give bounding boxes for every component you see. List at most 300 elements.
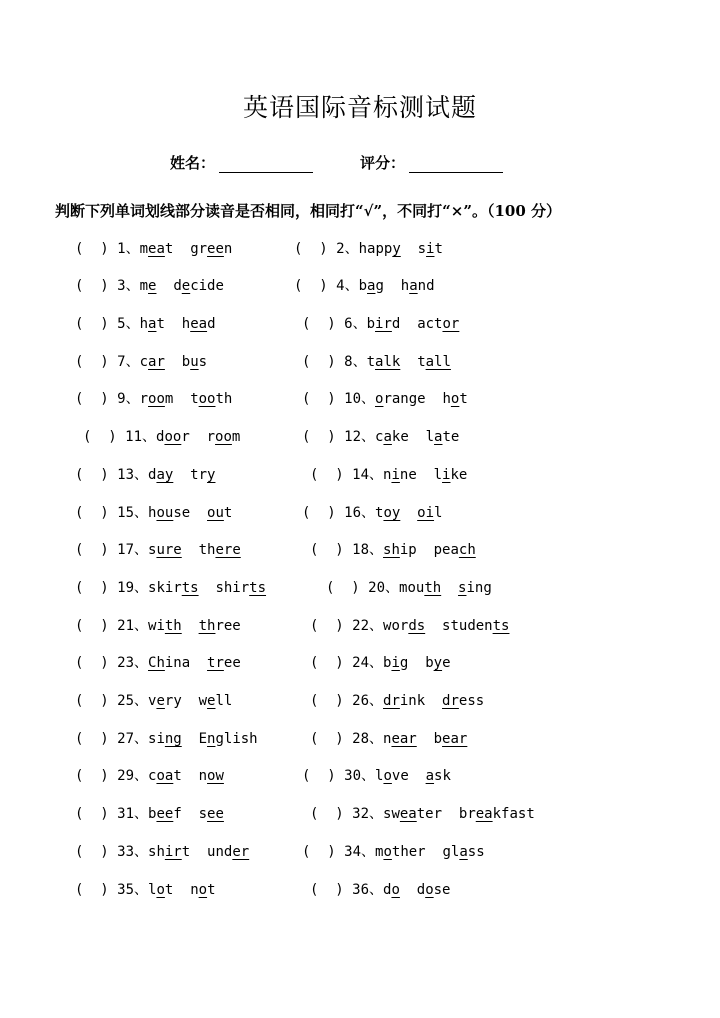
- underlined-letters: s: [458, 580, 467, 596]
- word: [148, 882, 173, 898]
- word: [140, 241, 174, 257]
- word-part: m: [164, 391, 174, 407]
- word-part: n: [198, 768, 208, 784]
- word-part: shir: [215, 580, 250, 596]
- answer-blank[interactable]: ( ): [294, 278, 337, 294]
- answer-blank[interactable]: ( ): [310, 731, 353, 747]
- underlined-letters: ee: [207, 241, 224, 257]
- underlined-letters: ou: [207, 505, 224, 521]
- word: [190, 391, 232, 407]
- word: [375, 844, 426, 860]
- underlined-letters: a: [367, 278, 376, 294]
- question-item: [302, 428, 459, 446]
- question-number: 2: [336, 241, 345, 257]
- question-number: 24: [352, 655, 370, 671]
- word: [426, 429, 460, 445]
- word: [148, 580, 199, 596]
- number-separator: 、: [134, 655, 149, 671]
- instruction-text: 判断下列单词划线部分读音是否相同，相同打“√”，不同打“×”。（100 分）: [55, 202, 561, 220]
- underlined-letters: oo: [164, 429, 182, 445]
- word-part: E: [198, 731, 208, 747]
- answer-blank[interactable]: ( ): [75, 354, 118, 370]
- answer-blank[interactable]: ( ): [310, 882, 353, 898]
- answer-blank[interactable]: ( ): [75, 505, 118, 521]
- question-number: 19: [117, 580, 135, 596]
- word: [442, 693, 484, 709]
- word-part: kfast: [492, 806, 535, 822]
- word: [199, 806, 224, 822]
- underlined-letters: ure: [156, 542, 182, 558]
- question-item: [302, 504, 442, 522]
- word: [383, 693, 425, 709]
- word-part: g: [399, 655, 409, 671]
- word-part: b: [383, 655, 392, 671]
- word: [442, 618, 509, 634]
- underlined-letters: a: [148, 316, 157, 332]
- word-part: m: [139, 241, 149, 257]
- number-separator: 、: [134, 542, 149, 558]
- word-part: v: [148, 693, 157, 709]
- underlined-letters: ear: [391, 731, 417, 747]
- underlined-letters: i: [426, 241, 435, 257]
- question-item: [310, 654, 451, 672]
- word: [434, 467, 468, 483]
- word: [215, 580, 266, 596]
- word-part: th: [215, 391, 233, 407]
- underlined-letters: alk: [375, 354, 401, 370]
- word-part: ip: [399, 542, 417, 558]
- question-item: [75, 767, 224, 785]
- question-number: 34: [344, 844, 362, 860]
- underlined-letters: sh: [383, 542, 400, 558]
- underlined-letters: ds: [408, 618, 426, 634]
- underlined-letters: th: [198, 618, 216, 634]
- underlined-letters: dr: [383, 693, 400, 709]
- question-number: 29: [117, 768, 135, 784]
- number-separator: 、: [134, 768, 149, 784]
- underlined-letters: or: [442, 316, 460, 332]
- word: [148, 731, 182, 747]
- underlined-letters: e: [148, 278, 157, 294]
- word: [401, 278, 435, 294]
- answer-blank[interactable]: ( ): [310, 542, 353, 558]
- answer-blank[interactable]: ( ): [310, 618, 353, 634]
- number-separator: 、: [369, 693, 384, 709]
- number-separator: 、: [134, 693, 149, 709]
- word-part: t: [181, 844, 191, 860]
- answer-blank[interactable]: ( ): [75, 844, 118, 860]
- question-item: [302, 843, 485, 861]
- answer-blank[interactable]: ( ): [302, 354, 345, 370]
- answer-blank[interactable]: ( ): [75, 655, 118, 671]
- word: [199, 542, 241, 558]
- question-number: 15: [117, 505, 135, 521]
- name-blank[interactable]: [219, 156, 313, 173]
- underlined-letters: ar: [148, 354, 165, 370]
- number-separator: 、: [369, 542, 384, 558]
- page-title: 英语国际音标测试题: [242, 93, 477, 122]
- word-part: t: [434, 241, 443, 257]
- word-part: b: [181, 354, 191, 370]
- question-item: [310, 692, 484, 710]
- question-item: [302, 315, 459, 333]
- word-part: ter: [416, 806, 443, 822]
- question-number: 27: [117, 731, 135, 747]
- answer-blank[interactable]: ( ): [294, 241, 337, 257]
- word-part: ke: [391, 429, 409, 445]
- word-part: b: [358, 278, 368, 294]
- word: [148, 768, 182, 784]
- word-part: d: [416, 882, 426, 898]
- question-item: [310, 805, 535, 823]
- word-part: si: [148, 731, 165, 747]
- underlined-letters: a: [383, 429, 392, 445]
- word: [140, 278, 157, 294]
- question-number: 35: [117, 882, 135, 898]
- word-part: ina: [164, 655, 191, 671]
- underlined-letters: o: [383, 768, 392, 784]
- word: [383, 467, 417, 483]
- number-separator: 、: [361, 768, 376, 784]
- answer-blank[interactable]: ( ): [83, 429, 126, 445]
- question-item: [302, 390, 468, 408]
- underlined-letters: a: [459, 844, 468, 860]
- word: [207, 429, 241, 445]
- question-item: [294, 240, 443, 258]
- word: [148, 618, 182, 634]
- question-item: [75, 315, 216, 333]
- question-number: 13: [117, 467, 135, 483]
- word-part: nd: [417, 278, 435, 294]
- word: [148, 844, 190, 860]
- word-part: r: [181, 429, 190, 445]
- word: [417, 354, 451, 370]
- word-part: g: [375, 278, 384, 294]
- word-part: d: [148, 467, 157, 483]
- question-number: 28: [352, 731, 370, 747]
- answer-blank[interactable]: ( ): [302, 505, 345, 521]
- word: [434, 542, 476, 558]
- word-part: ss: [467, 844, 485, 860]
- word: [190, 467, 215, 483]
- word: [426, 768, 451, 784]
- number-separator: 、: [134, 731, 149, 747]
- word-part: d: [391, 316, 401, 332]
- underlined-letters: oa: [156, 768, 174, 784]
- answer-blank[interactable]: ( ): [75, 316, 118, 332]
- question-number: 22: [352, 618, 370, 634]
- word: [459, 806, 535, 822]
- answer-blank[interactable]: ( ): [326, 580, 369, 596]
- question-number: 20: [368, 580, 386, 596]
- word: [148, 467, 173, 483]
- answer-blank[interactable]: ( ): [75, 806, 118, 822]
- word-part: ve: [391, 768, 409, 784]
- score-field[interactable]: [360, 152, 503, 173]
- word-part: h: [148, 505, 157, 521]
- word: [148, 655, 190, 671]
- word-part: w: [198, 693, 208, 709]
- word-part: ll: [215, 693, 233, 709]
- question-item: [75, 504, 232, 522]
- word-part: sk: [434, 768, 451, 784]
- question-item: [75, 881, 216, 899]
- word-part: wor: [383, 618, 409, 634]
- word-part: glish: [215, 731, 258, 747]
- word-part: l: [425, 429, 435, 445]
- name-label: 姓名：: [170, 154, 216, 172]
- word-part: gl: [442, 844, 460, 860]
- word: [399, 580, 441, 596]
- number-separator: 、: [369, 655, 384, 671]
- word: [359, 241, 401, 257]
- word: [199, 618, 241, 634]
- word-part: ink: [399, 693, 426, 709]
- word-part: und: [207, 844, 233, 860]
- score-blank[interactable]: [409, 156, 503, 173]
- word-part: h: [442, 391, 451, 407]
- underlined-letters: oo: [148, 391, 165, 407]
- answer-blank[interactable]: ( ): [302, 391, 345, 407]
- underlined-letters: i: [391, 467, 400, 483]
- underlined-letters: ts: [249, 580, 267, 596]
- word: [199, 693, 233, 709]
- number-separator: 、: [134, 580, 149, 596]
- word-part: ing: [466, 580, 492, 596]
- word: [383, 806, 442, 822]
- word-part: t: [417, 354, 426, 370]
- question-item: [75, 541, 241, 559]
- word-part: n: [383, 731, 392, 747]
- word-part: l: [375, 768, 384, 784]
- word-part: d: [207, 316, 216, 332]
- word: [375, 429, 409, 445]
- underlined-letters: ea: [475, 806, 493, 822]
- underlined-letters: ow: [207, 768, 224, 784]
- word-part: sw: [383, 806, 400, 822]
- underlined-letters: o: [375, 391, 384, 407]
- question-item: [75, 692, 232, 710]
- word-part: n: [383, 467, 392, 483]
- answer-blank[interactable]: ( ): [75, 542, 118, 558]
- answer-blank[interactable]: ( ): [75, 580, 118, 596]
- word: [383, 618, 425, 634]
- question-number: 7: [117, 354, 126, 370]
- question-number: 16: [344, 505, 362, 521]
- underlined-letters: er: [232, 844, 250, 860]
- word-part: br: [458, 806, 476, 822]
- answer-blank[interactable]: ( ): [75, 241, 118, 257]
- answer-blank[interactable]: ( ): [75, 467, 118, 483]
- answer-blank[interactable]: ( ): [310, 693, 353, 709]
- word: [173, 278, 224, 294]
- question-number: 9: [117, 391, 126, 407]
- underlined-letters: ee: [207, 806, 224, 822]
- underlined-letters: all: [425, 354, 451, 370]
- word-part: happ: [358, 241, 393, 257]
- answer-blank[interactable]: ( ): [75, 391, 118, 407]
- number-separator: 、: [369, 618, 384, 634]
- number-separator: 、: [361, 429, 376, 445]
- word: [359, 278, 384, 294]
- question-item: [310, 541, 476, 559]
- underlined-letters: ea: [399, 806, 417, 822]
- word-part: l: [434, 505, 443, 521]
- word-part: range: [383, 391, 426, 407]
- word-part: m: [231, 429, 241, 445]
- score-label: 评分：: [360, 154, 406, 172]
- number-separator: 、: [134, 505, 149, 521]
- answer-blank[interactable]: ( ): [310, 467, 353, 483]
- word-part: t: [156, 316, 165, 332]
- question-item: [75, 579, 266, 597]
- underlined-letters: ear: [442, 731, 468, 747]
- answer-blank[interactable]: ( ): [75, 618, 118, 634]
- number-separator: 、: [385, 580, 400, 596]
- word-part: d: [173, 278, 182, 294]
- word-part: m: [139, 278, 149, 294]
- question-number: 12: [344, 429, 362, 445]
- name-field[interactable]: [170, 152, 313, 173]
- word-part: t: [366, 354, 376, 370]
- word-part: h: [139, 316, 149, 332]
- underlined-letters: a: [425, 768, 435, 784]
- number-separator: 、: [361, 391, 376, 407]
- answer-blank[interactable]: ( ): [310, 655, 353, 671]
- underlined-letters: th: [164, 618, 182, 634]
- question-item: [75, 843, 249, 861]
- underlined-letters: ere: [215, 542, 241, 558]
- underlined-letters: tr: [207, 655, 224, 671]
- word-part: m: [375, 844, 384, 860]
- underlined-letters: th: [424, 580, 442, 596]
- number-separator: 、: [125, 316, 140, 332]
- word-part: mou: [399, 580, 425, 596]
- number-separator: 、: [125, 354, 140, 370]
- question-item: [302, 767, 451, 785]
- question-item: [83, 428, 240, 446]
- word-part: b: [425, 655, 434, 671]
- word: [383, 731, 417, 747]
- word: [190, 241, 232, 257]
- word-part: r: [139, 391, 149, 407]
- word-part: d: [156, 429, 165, 445]
- word-part: b: [366, 316, 376, 332]
- question-number: 18: [352, 542, 370, 558]
- word: [442, 391, 467, 407]
- word: [140, 316, 165, 332]
- word: [148, 806, 182, 822]
- word-part: t: [207, 882, 216, 898]
- word-part: gr: [190, 241, 208, 257]
- word-part: sh: [148, 844, 165, 860]
- answer-blank[interactable]: ( ): [302, 429, 345, 445]
- word-part: ther: [391, 844, 426, 860]
- underlined-letters: ts: [181, 580, 199, 596]
- word: [207, 655, 241, 671]
- word: [417, 882, 451, 898]
- word: [199, 731, 258, 747]
- word: [375, 768, 409, 784]
- word-part: d: [383, 882, 392, 898]
- underlined-letters: ee: [156, 806, 174, 822]
- underlined-letters: o: [156, 882, 165, 898]
- answer-blank[interactable]: ( ): [75, 731, 118, 747]
- word: [383, 655, 408, 671]
- word-part: s: [198, 354, 208, 370]
- answer-blank[interactable]: ( ): [302, 316, 345, 332]
- word: [207, 844, 249, 860]
- underlined-letters: y: [207, 467, 216, 483]
- word: [367, 354, 401, 370]
- word-part: ke: [450, 467, 468, 483]
- answer-blank[interactable]: ( ): [302, 844, 345, 860]
- word-part: t: [375, 505, 384, 521]
- underlined-letters: y: [433, 655, 443, 671]
- question-item: [75, 654, 241, 672]
- word: [417, 316, 459, 332]
- number-separator: 、: [352, 316, 367, 332]
- word-part: s: [198, 806, 208, 822]
- answer-blank[interactable]: ( ): [302, 768, 345, 784]
- question-number: 10: [344, 391, 362, 407]
- word-part: t: [164, 241, 174, 257]
- question-item: [75, 730, 258, 748]
- word: [458, 580, 492, 596]
- underlined-letters: u: [190, 354, 199, 370]
- word-part: wi: [148, 618, 165, 634]
- word-part: n: [190, 882, 199, 898]
- answer-blank[interactable]: ( ): [75, 768, 118, 784]
- question-item: [302, 353, 451, 371]
- number-separator: 、: [134, 882, 149, 898]
- underlined-letters: i: [391, 655, 400, 671]
- question-number: 31: [117, 806, 135, 822]
- question-item: [75, 390, 232, 408]
- question-item: [75, 240, 232, 258]
- underlined-letters: ir: [164, 844, 182, 860]
- answer-blank[interactable]: ( ): [75, 278, 118, 294]
- underlined-letters: oi: [417, 505, 435, 521]
- question-item: [75, 277, 224, 295]
- word: [199, 768, 224, 784]
- answer-blank[interactable]: ( ): [310, 806, 353, 822]
- number-separator: 、: [369, 882, 384, 898]
- word: [375, 391, 426, 407]
- word: [148, 542, 182, 558]
- word-part: act: [417, 316, 443, 332]
- word: [442, 844, 484, 860]
- question-number: 33: [117, 844, 135, 860]
- question-item: [75, 617, 241, 635]
- word-part: c: [375, 429, 384, 445]
- number-separator: 、: [369, 806, 384, 822]
- answer-blank[interactable]: ( ): [75, 882, 118, 898]
- word: [148, 693, 182, 709]
- word-part: h: [400, 278, 410, 294]
- word-part: pea: [433, 542, 459, 558]
- question-number: 6: [344, 316, 353, 332]
- number-separator: 、: [125, 391, 140, 407]
- answer-blank[interactable]: ( ): [75, 693, 118, 709]
- word-part: ee: [223, 655, 241, 671]
- number-separator: 、: [369, 731, 384, 747]
- underlined-letters: ea: [190, 316, 208, 332]
- underlined-letters: o: [450, 391, 460, 407]
- underlined-letters: ts: [492, 618, 510, 634]
- underlined-letters: dr: [442, 693, 459, 709]
- number-separator: 、: [361, 505, 376, 521]
